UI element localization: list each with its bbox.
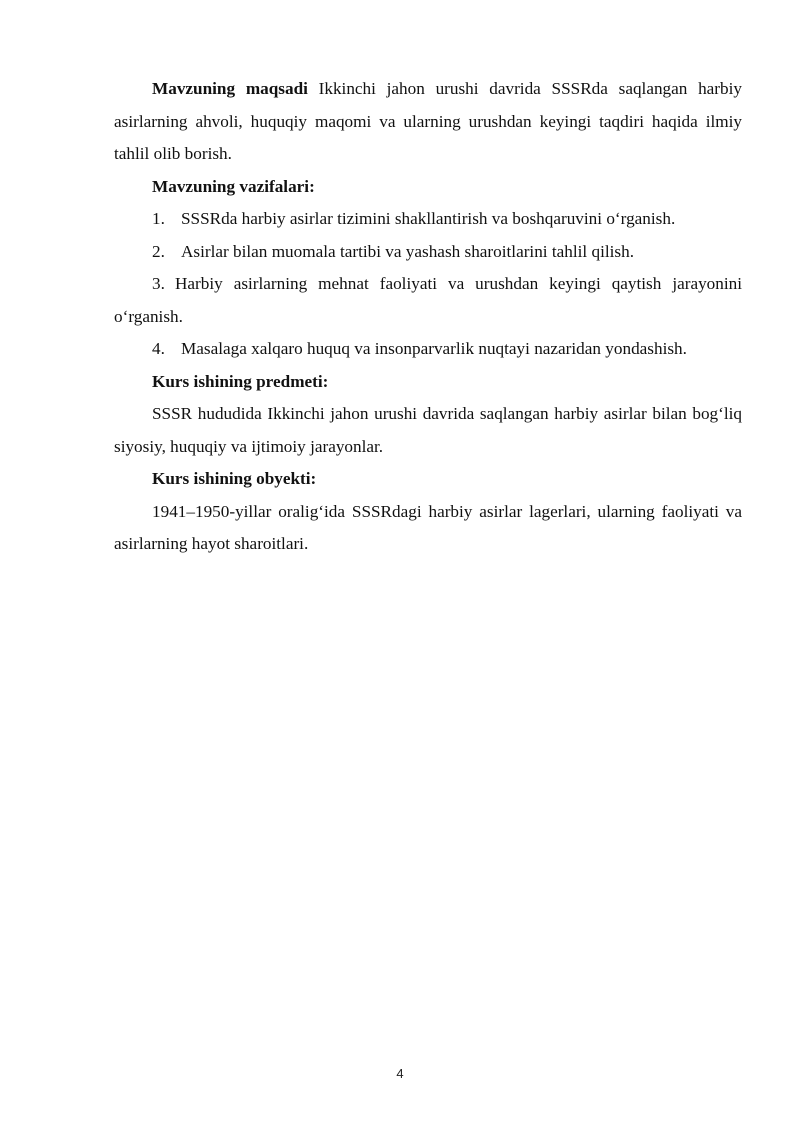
purpose-paragraph [114, 73, 742, 171]
task-text-1: SSSRda harbiy asirlar tizimini shakllantirish va boshqaruvini o‘rganish. [181, 209, 676, 228]
document-body [114, 73, 742, 561]
tasks-heading: Mavzuning vazifalari: [152, 176, 315, 196]
task-item-1 [114, 203, 742, 236]
purpose-heading: Mavzuning maqsadi [152, 79, 308, 98]
task-text-2: Asirlar bilan muomala tartibi va yashash sharoitlarini tahlil qilish. [181, 241, 634, 261]
task-number-1: 1. [152, 209, 165, 228]
object-text: 1941–1950-yillar oralig‘ida SSSRdagi harbiy asirlar lagerlari, ularning faoliyati va asirlarning hayot sharoitlari. [114, 501, 742, 553]
task-item-3 [114, 268, 742, 333]
task-text-3: Harbiy asirlarning mehnat faoliyati va urushdan keyingi qaytish jarayonini o‘rganish. [114, 274, 742, 326]
object-heading: Kurs ishining obyekti: [152, 469, 317, 488]
subject-text: SSSR hududida Ikkinchi jahon urushi davrida saqlangan harbiy asirlar bilan bog‘liq siyosiy, huquqiy va ijtimoiy jarayonlar. [114, 404, 742, 456]
task-number-2: 2. [152, 241, 165, 261]
page-number: 4 [396, 1066, 404, 1081]
subject-heading: Kurs ishining predmeti: [152, 371, 329, 391]
task-item-2 [114, 236, 742, 269]
task-number-4: 4. [152, 339, 165, 358]
task-item-4 [114, 333, 742, 366]
task-number-3: 3. [152, 274, 165, 293]
purpose-text: Ikkinchi jahon urushi davrida SSSRda saqlangan harbiy asirlarning ahvoli, huquqiy maqomi va ularning urushdan keyingi taqdiri haqida ilmiy tahlil olib borish. [114, 79, 742, 163]
task-text-4: Masalaga xalqaro huquq va insonparvarlik nuqtayi nazaridan yondashish. [181, 339, 687, 358]
